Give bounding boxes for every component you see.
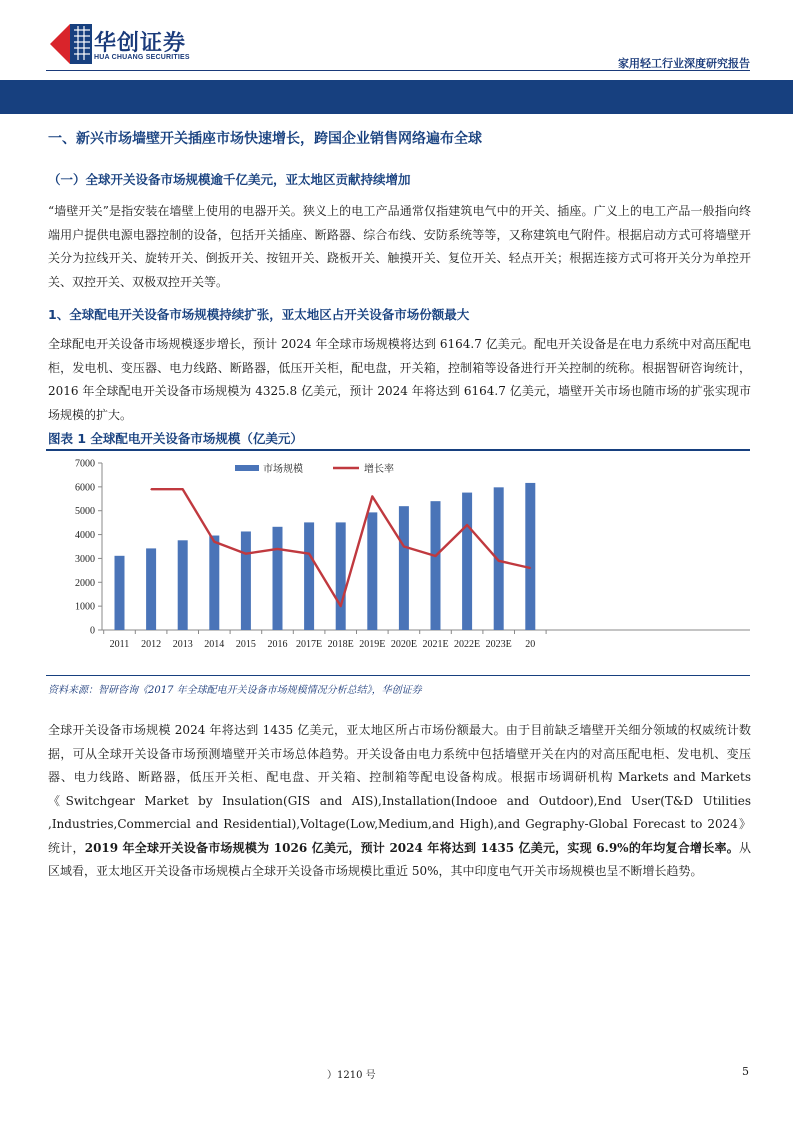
y-tick-label: 0 — [90, 625, 95, 637]
bar-2021E — [431, 501, 441, 630]
x-tick-label: 2015 — [235, 639, 256, 650]
bar-2022E — [462, 493, 472, 630]
x-tick-label: 2021E — [422, 639, 449, 650]
bar-2011 — [115, 556, 125, 630]
y-tick-label: 1000 — [75, 601, 95, 613]
growth-point-2022E — [466, 524, 468, 526]
figure-title: 图表 1 全球配电开关设备市场规模（亿美元） — [48, 431, 303, 446]
legend-label-line: 增长率 — [364, 464, 394, 475]
y-tick-label: 2000 — [75, 577, 95, 589]
market-size-chart — [46, 452, 750, 674]
paragraph-distribution-switchgear: 全球配电开关设备市场规模逐步增长，预计 2024 年全球市场规模将达到 6164.7 亿美元。配电开关设备是在电力系统中对高压配电柜，发电机、变压器、电力线路、断路器，低压开关柜，配电盘，开关箱，控制箱等设备进行开关控制的统称。根据智研咨询统计，2016 年全球配电开关设备市场规模为 4325.8 亿美元，预计 2024 年将达到 6164.7 亿美元，墙壁开关市场也随市场的扩张实现市场规模的扩大。 — [48, 337, 751, 422]
header-divider — [46, 70, 750, 71]
bar-2024E — [525, 483, 535, 630]
x-tick-label: 2018E — [327, 639, 354, 650]
bar-2019E — [367, 512, 377, 630]
paragraph-text-a: 全球开关设备市场规模 2024 年将达到 1435 亿美元，亚太地区所占市场份额最大。由于目前缺乏墙壁开关细分领域的权威统计数据，可从全球开关设备市场预测墙壁开关市场总体趋势。开关设备由电力系统中包括墙壁开关在内的对高压配电柜、发电机、变压器、电力线路、断路器，低压开关柜、配电盘、开关箱、控制箱等配电设备构成。根据市场调研机构 Markets and Markets《Switchgear Market by Insulation(GIS and AIS),Installation(Indooe and Outdoor),End User(T&D Utilities ,Industries,Commercial and Residential),Voltage(Low,Medium,and High),and Gegraphy-Global Forecast to 2024》统计， — [48, 723, 751, 855]
report-type: 家用轻工行业深度研究报告 — [618, 57, 750, 70]
brand-mark-icon — [50, 24, 92, 64]
figure-source: 资料来源：智研咨询《2017 年全球配电开关设备市场规模情况分析总结》，华创证券 — [48, 685, 422, 696]
x-tick-label: 2022E — [454, 639, 481, 650]
legend-label-bars: 市场规模 — [263, 464, 303, 475]
bar-2023E — [494, 487, 504, 630]
growth-point-2013 — [182, 488, 184, 490]
x-tick-label: 2014 — [204, 639, 225, 650]
bar-2018E — [336, 522, 346, 630]
brand-name-en: HUA CHUANG SECURITIES — [94, 54, 190, 61]
section-heading: 一、新兴市场墙壁开关插座市场快速增长，跨国企业销售网络遍布全球 — [48, 131, 482, 147]
footer-license: ）1210 号 — [327, 1070, 376, 1081]
growth-point-2015 — [245, 553, 247, 555]
subsection-heading: （一）全球开关设备市场规模逾千亿美元，亚太地区贡献持续增加 — [48, 172, 411, 187]
x-tick-label: 2013 — [172, 639, 193, 650]
growth-point-2023E — [498, 560, 500, 562]
paragraph-text-b: 从区域看，亚太地区开关设备市场规模占全球开关设备市场规模比重近 50%，其中印度电气开关市场规模也呈不断增长趋势。 — [48, 840, 751, 878]
brand-name: 华创证券 — [94, 31, 187, 56]
y-tick-label: 4000 — [75, 530, 95, 542]
subsubsection-heading: 1、全球配电开关设备市场规模持续扩张，亚太地区占开关设备市场份额最大 — [48, 307, 470, 322]
header-banner — [0, 80, 793, 114]
y-tick-label: 6000 — [75, 482, 95, 494]
growth-point-2012 — [150, 488, 152, 490]
legend-swatch-bars — [235, 465, 259, 471]
x-tick-label: 2020E — [390, 639, 417, 650]
y-tick-label: 5000 — [75, 506, 95, 518]
figure-top-rule — [46, 449, 750, 451]
growth-point-2016 — [277, 548, 279, 550]
figure-bottom-rule — [46, 675, 750, 676]
growth-point-2020E — [403, 546, 405, 548]
bar-2020E — [399, 506, 409, 630]
bar-2016 — [273, 527, 283, 630]
growth-point-2024E — [530, 567, 532, 569]
brand-logo — [50, 24, 200, 66]
x-tick-label: 2011 — [109, 639, 130, 650]
paragraph-global-switchgear — [48, 719, 751, 884]
x-tick-label: 2017E — [296, 639, 323, 650]
page-number: 5 — [742, 1065, 749, 1078]
paragraph-highlight: 2019 年全球开关设备市场规模为 1026 亿美元，预计 2024 年将达到 1435 亿美元，实现 6.9%的年均复合增长率。 — [84, 840, 739, 855]
x-tick-label: 2023E — [485, 639, 512, 650]
growth-point-2017E — [308, 553, 310, 555]
growth-point-2019E — [372, 496, 374, 498]
x-tick-label: 2012 — [141, 639, 162, 650]
growth-point-2018E — [340, 605, 342, 607]
growth-point-2014 — [214, 541, 216, 543]
y-tick-label: 3000 — [75, 553, 95, 565]
bar-2012 — [146, 548, 156, 630]
bar-2017E — [304, 522, 314, 630]
x-tick-label: 20 — [525, 639, 536, 650]
bar-2015 — [241, 531, 251, 630]
growth-point-2021E — [435, 555, 437, 557]
x-tick-label: 2019E — [359, 639, 386, 650]
paragraph-wall-switch: “墙壁开关”是指安装在墙壁上使用的电器开关。狭义上的电工产品通常仅指建筑电气中的开关、插座。广义上的电工产品一般指向终端用户提供电源电器控制的设备，包括开关插座、断路器、综合布线、安防系统等等，又称建筑电气附件。根据启动方式可将墙壁开关分为拉线开关、旋转开关、倒扳开关、按钮开关、跷板开关、触摸开关、复位开关、轻点开关；根据连接方式可将开关分为单控开关、双控开关、双极双控开关等。 — [48, 204, 751, 289]
y-tick-label: 7000 — [75, 458, 95, 470]
x-tick-label: 2016 — [267, 639, 288, 650]
bar-2014 — [209, 536, 219, 630]
bar-2013 — [178, 540, 188, 630]
